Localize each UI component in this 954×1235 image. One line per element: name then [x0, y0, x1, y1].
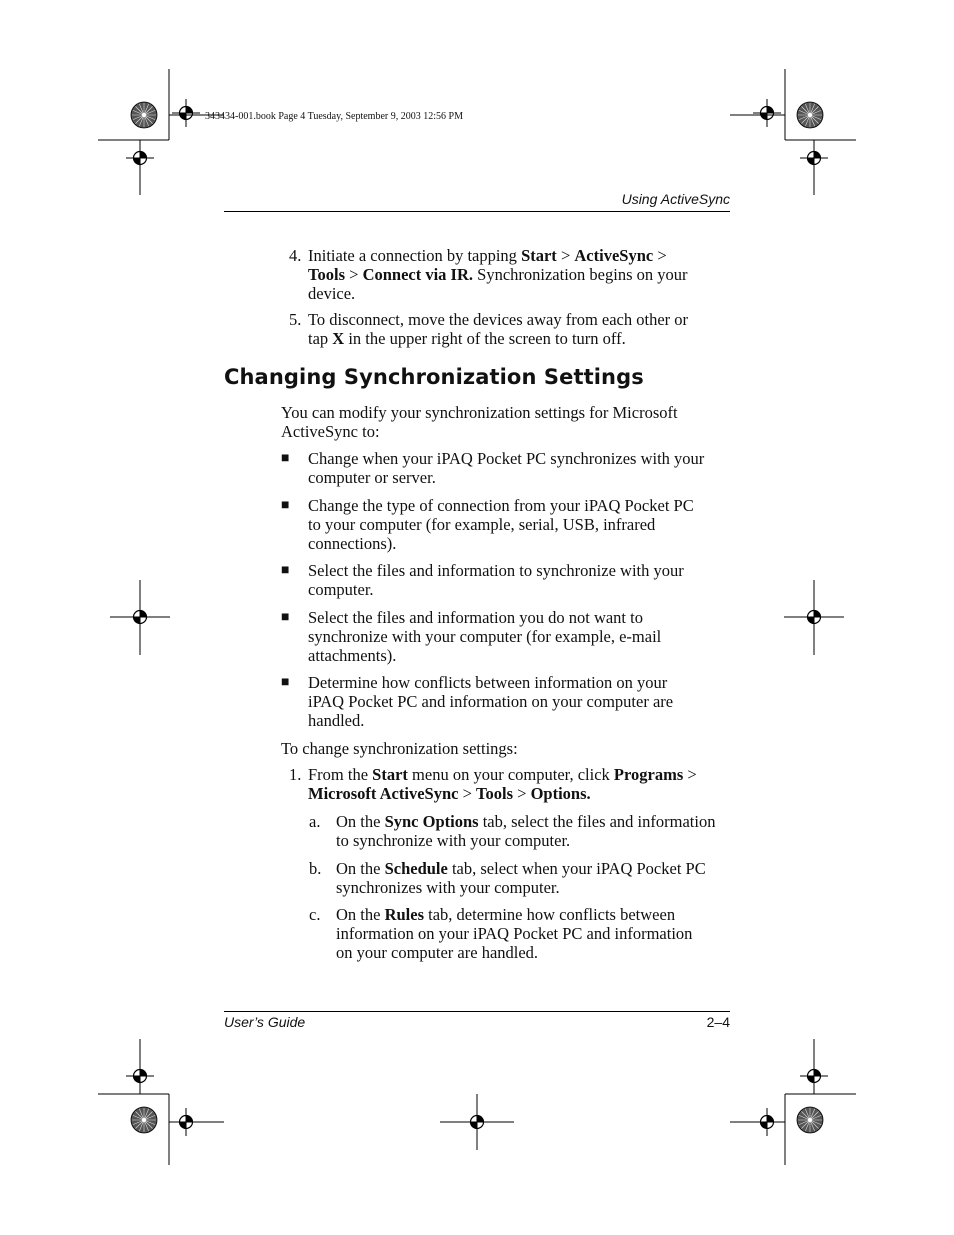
bold-term: Tools — [308, 264, 345, 284]
text-run: Initiate a connection by tapping — [308, 246, 522, 265]
text-run: tab, select when your iPAQ Pocket PC — [447, 859, 706, 878]
bold-term: Connect via IR. — [362, 264, 474, 284]
text-line — [336, 925, 736, 944]
text-line — [308, 330, 738, 349]
text-line — [308, 785, 738, 804]
header-rule — [224, 211, 730, 212]
substep-letter: c. — [309, 905, 321, 924]
bold-term: Rules — [384, 905, 424, 924]
substep-a-text — [336, 813, 736, 851]
text-line — [336, 906, 736, 925]
step-number: 4. — [289, 246, 302, 265]
text-run: information on your iPAQ Pocket PC and information — [336, 923, 693, 943]
bold-term: Programs — [613, 765, 684, 784]
step-number: 1. — [289, 765, 302, 784]
text-run: > — [513, 783, 531, 803]
bullet-item: Change the type of connection from your iPAQ Pocket PC to your computer (for example, serial, USB, infrared connections). — [308, 496, 694, 553]
bullet-icon: ■ — [281, 498, 290, 513]
substep-c-text — [336, 906, 736, 962]
step-1-text — [308, 766, 738, 804]
print-slug: 343434-001.book Page 4 Tuesday, September 9, 2003 12:56 PM — [205, 111, 463, 122]
intro-paragraph: You can modify your synchronization settings for Microsoft ActiveSync to: — [281, 403, 678, 441]
text-run: tap — [308, 328, 333, 348]
text-line — [336, 832, 736, 851]
text-run: to synchronize with your computer. — [336, 830, 571, 850]
footer-rule — [224, 1011, 730, 1012]
bullet-item: Determine how conflicts between information on your iPAQ Pocket PC and information on your computer are handled. — [308, 673, 674, 730]
bold-term: X — [332, 328, 345, 348]
text-line — [336, 813, 736, 832]
text-run: > — [653, 246, 667, 265]
step-5-text — [308, 311, 738, 349]
text-run: > — [556, 246, 575, 265]
text-run: To disconnect, move the devices away from each other or — [308, 310, 689, 329]
bullet-item: Select the files and information to synchronize with your computer. — [308, 561, 684, 599]
bold-term: Microsoft ActiveSync — [308, 783, 459, 803]
section-heading: Changing Synchronization Settings — [224, 365, 644, 389]
text-line — [336, 860, 736, 879]
text-line — [308, 247, 738, 266]
step-number: 5. — [289, 310, 302, 329]
bullet-item: Select the files and information you do not want to synchronize with your computer (for example, e-mail attachments). — [308, 608, 662, 665]
text-line — [308, 766, 738, 785]
text-run: tab, select the files and information — [478, 812, 716, 831]
text-run: tab, determine how conflicts between — [424, 905, 676, 924]
substep-b-text — [336, 860, 736, 898]
running-head: Using ActiveSync — [621, 191, 730, 207]
text-run: menu on your computer, click — [407, 765, 614, 784]
text-line — [308, 266, 738, 285]
bullet-icon: ■ — [281, 675, 290, 690]
text-run: in the upper right of the screen to turn off. — [344, 328, 626, 348]
page-number: 2–4 — [706, 1014, 730, 1030]
bold-term: Start — [521, 246, 557, 265]
text-run: > — [683, 765, 697, 784]
bullet-icon: ■ — [281, 451, 290, 466]
text-run: On the — [336, 859, 385, 878]
text-run: > — [345, 264, 363, 284]
text-run: On the — [336, 905, 385, 924]
text-line — [308, 285, 738, 304]
bold-term: ActiveSync — [574, 246, 654, 265]
text-run: device. — [308, 283, 356, 303]
lead-in: To change synchronization settings: — [281, 739, 518, 758]
text-line — [336, 879, 736, 898]
text-line — [308, 311, 738, 330]
bold-term: Start — [372, 765, 408, 784]
step-4-text — [308, 247, 738, 303]
bold-term: Sync Options — [384, 812, 479, 831]
footer-title: User’s Guide — [224, 1014, 306, 1030]
text-run: synchronizes with your computer. — [336, 877, 560, 897]
substep-letter: b. — [309, 859, 322, 878]
bullet-icon: ■ — [281, 563, 290, 578]
text-run: On the — [336, 812, 385, 831]
bold-term: Options. — [530, 783, 591, 803]
text-run: Synchronization begins on your — [473, 264, 688, 284]
text-run: > — [458, 783, 477, 803]
text-run: on your computer are handled. — [336, 942, 539, 962]
substep-letter: a. — [309, 812, 321, 831]
text-line — [336, 944, 736, 963]
bullet-icon: ■ — [281, 610, 290, 625]
bullet-item: Change when your iPAQ Pocket PC synchronizes with your computer or server. — [308, 449, 705, 487]
bold-term: Schedule — [384, 859, 448, 878]
text-run: From the — [308, 765, 373, 784]
bold-term: Tools — [476, 783, 514, 803]
